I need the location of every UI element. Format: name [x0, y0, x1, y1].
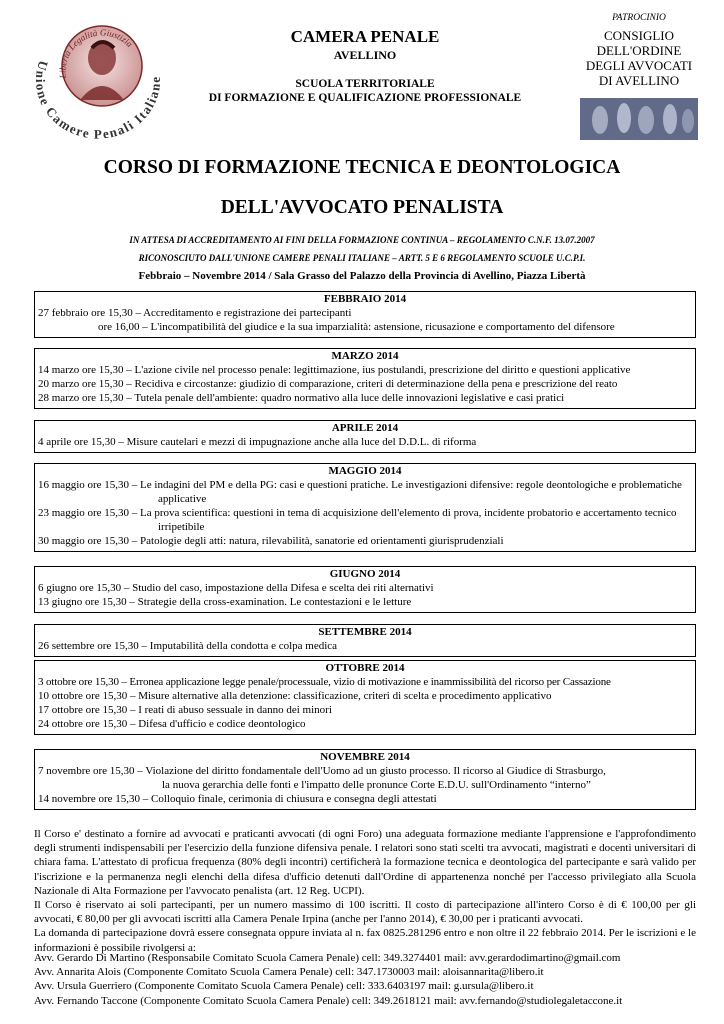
- patronage-label: PATROCINIO: [612, 13, 666, 23]
- council-line-4: DI AVELLINO: [598, 73, 680, 88]
- month-title: NOVEMBRE 2014: [320, 751, 410, 763]
- org-city: AVELLINO: [333, 48, 397, 62]
- contact-item: Avv. Fernando Taccone (Componente Comitato Scuola Camera Penale) cell: 349.2618121 mail: avv.fernando@studiolegaletaccone.it: [34, 994, 623, 1007]
- session-item: 27 febbraio ore 15,30 – Accreditamento e registrazione dei partecipanti: [38, 307, 352, 319]
- accreditation-note: IN ATTESA DI ACCREDITAMENTO AI FINI DELLA FORMAZIONE CONTINUA – REGOLAMENTO C.N.F. 13.07.2007: [129, 235, 595, 245]
- month-title: OTTOBRE 2014: [325, 662, 405, 674]
- session-item: 14 marzo ore 15,30 – L'azione civile nel processo penale: legittimazione, ius postulandi, prescrizione del diritto e questioni applicative: [38, 364, 631, 376]
- council-line-1: CONSIGLIO: [603, 28, 675, 43]
- month-box-marzo: [34, 348, 696, 409]
- course-title-line-2: DELL'AVVOCATO PENALISTA: [220, 197, 504, 218]
- session-item: 28 marzo ore 15,30 – Tutela penale dell'ambiente: quadro normativo alla luce delle innovazioni legislative e casi pratici: [38, 392, 565, 404]
- month-title: MAGGIO 2014: [328, 465, 402, 477]
- header-organization: [176, 27, 554, 105]
- council-relief-image: [580, 98, 698, 140]
- contact-item: Avv. Annarita Alois (Componente Comitato Scuola Camera Penale) cell: 347.1730003 mail: aloisannarita@libero.it: [34, 966, 544, 979]
- month-title: FEBBRAIO 2014: [323, 293, 407, 305]
- session-item: 7 novembre ore 15,30 – Violazione del diritto fondamentale dell'Uomo ad un giusto processo. Il ricorso al Giudice di Strasburgo,: [38, 765, 606, 777]
- application-paragraph: La domanda di partecipazione dovrà essere consegnata oppure inviata al n. fax 0825.281296 entro e non oltre il 22 febbraio 2014. Per le iscrizioni e le informazioni è possibile rivolgersi a:: [34, 927, 696, 954]
- description-paragraph: Il Corso e' destinato a fornire ad avvocati e praticanti avvocati (di ogni Foro) una adeguata formazione mediante l'apprensione e l'approfondimento degli strumenti indispensabili per l'esercizio della funzione difensiva penale. I relatori sono stati scelti tra avvocati, magistrati e docenti universitari di chiara fama. L'attestato di proficua frequenza (80% degli incontri) certificherà la formazione tecnica e deontologica del partecipante e sarà valido per l'iscrizione e la permanenza negli elenchi della difesa d'ufficio detenuti dall'Ordine di appartenenza nonché per l'accesso privilegiato alla Scuola Nazionale di Alta Formazione per l'avvocato penalista (art. 12 Reg. UCPI).: [34, 828, 696, 897]
- month-box-settembre: [34, 624, 696, 657]
- contact-item: Avv. Gerardo Di Martino (Responsabile Comitato Scuola Camera Penale) cell: 349.3274401 mail: avv.gerardodimartino@gmail.com: [34, 952, 621, 964]
- council-line-2: DELL'ORDINE: [596, 43, 682, 58]
- session-item: ore 16,00 – L'incompatibilità del giudice e la sua imparzialità: astensione, ricusazione e comportamento del difensore: [98, 321, 615, 333]
- month-box-maggio: [34, 463, 696, 552]
- dates-location: Febbraio – Novembre 2014 / Sala Grasso del Palazzo della Provincia di Avellino, Piazza Libertà: [138, 270, 586, 282]
- session-item: 3 ottobre ore 15,30 – Erronea applicazione legge penale/processuale, vizio di motivazione e inammissibilità del ricorso per Cassazione: [38, 676, 611, 688]
- patronage-block: [566, 12, 712, 140]
- session-item: 6 giugno ore 15,30 – Studio del caso, impostazione della Difesa e scelta dei riti alternativi: [38, 582, 434, 594]
- month-box-novembre: [34, 749, 696, 810]
- month-box-ottobre: [34, 660, 696, 735]
- contacts-list: [34, 951, 696, 1008]
- recognition-note: RICONOSCIUTO DALL'UNIONE CAMERE PENALI ITALIANE – ARTT. 5 E 6 REGOLAMENTO SCUOLE U.C.P.I.: [138, 253, 586, 263]
- session-item-continuation: la nuova gerarchia delle fonti e l'impatto delle pronunce Corte E.D.U. sull'Ordinamento “interno”: [162, 779, 591, 791]
- month-title: APRILE 2014: [331, 422, 399, 434]
- course-description: [34, 827, 696, 955]
- logo-outer-text: Unione Camere Penali Italiane: [32, 58, 164, 140]
- logo-inner-text: Libertà Legalità Giustizia: [57, 27, 135, 79]
- session-item: 24 ottobre ore 15,30 – Difesa d'ufficio e codice deontologico: [38, 718, 306, 730]
- fees-paragraph: Il Corso è riservato ai soli partecipanti, per un numero massimo di 100 iscritti. Il costo di partecipazione all'intero Corso è di € 100,00 per gli avvocati, € 80,00 per gli avvocati iscritti alla Camera Penale Irpina (anche per l'anno 2014), € 30,00 per i praticanti avvocati.: [34, 899, 696, 926]
- month-title: MARZO 2014: [331, 350, 399, 362]
- ucpi-logo: [22, 8, 174, 140]
- session-item: 30 maggio ore 15,30 – Patologie degli atti: natura, rilevabilità, sanatorie ed orientamenti giurisprudenziali: [38, 535, 504, 547]
- session-item: 10 ottobre ore 15,30 – Misure alternative alla detenzione: classificazione, criteri di scelta e procedimento applicativo: [38, 690, 552, 702]
- session-item: 13 giugno ore 15,30 – Strategie della cross-examination. Le contestazioni e le letture: [38, 596, 412, 608]
- session-item: 14 novembre ore 15,30 – Colloquio finale, cerimonia di chiusura e consegna degli attestati: [38, 793, 437, 805]
- council-line-3: DEGLI AVVOCATI: [585, 58, 693, 73]
- contact-item: Avv. Ursula Guerriero (Componente Comitato Scuola Camera Penale) cell: 333.6403197 mail: g.ursula@libero.it: [34, 980, 534, 993]
- month-box-febbraio: [34, 291, 696, 338]
- month-box-aprile: [34, 420, 696, 453]
- month-title: GIUGNO 2014: [329, 568, 401, 580]
- session-item: 4 aprile ore 15,30 – Misure cautelari e mezzi di impugnazione anche alla luce del D.D.L. di riforma: [38, 436, 477, 448]
- session-item: 20 marzo ore 15,30 – Recidiva e circostanze: giudizio di comparazione, criteri di determinazione della pena e prescrizione del reato: [38, 378, 618, 390]
- session-item: 17 ottobre ore 15,30 – I reati di abuso sessuale in danno dei minori: [38, 704, 332, 716]
- month-box-giugno: [34, 566, 696, 613]
- school-line-1: SCUOLA TERRITORIALE: [295, 78, 435, 90]
- school-line-2: DI FORMAZIONE E QUALIFICAZIONE PROFESSIONALE: [208, 92, 522, 104]
- session-item: 16 maggio ore 15,30 – Le indagini del PM e della PG: casi e questioni pratiche. Le investigazioni difensive: regole deontologiche e problematiche applicative: [38, 479, 682, 505]
- month-title: SETTEMBRE 2014: [318, 626, 412, 638]
- course-title-line-1: CORSO DI FORMAZIONE TECNICA E DEONTOLOGICA: [103, 157, 621, 178]
- session-item: 26 settembre ore 15,30 – Imputabilità della condotta e colpa medica: [38, 640, 338, 652]
- session-item: 23 maggio ore 15,30 – La prova scientifica: questioni in tema di acquisizione dell'elemento di prova, incidente probatorio e accertamento tecnico irripetibile: [38, 507, 677, 533]
- org-name: CAMERA PENALE: [290, 27, 440, 46]
